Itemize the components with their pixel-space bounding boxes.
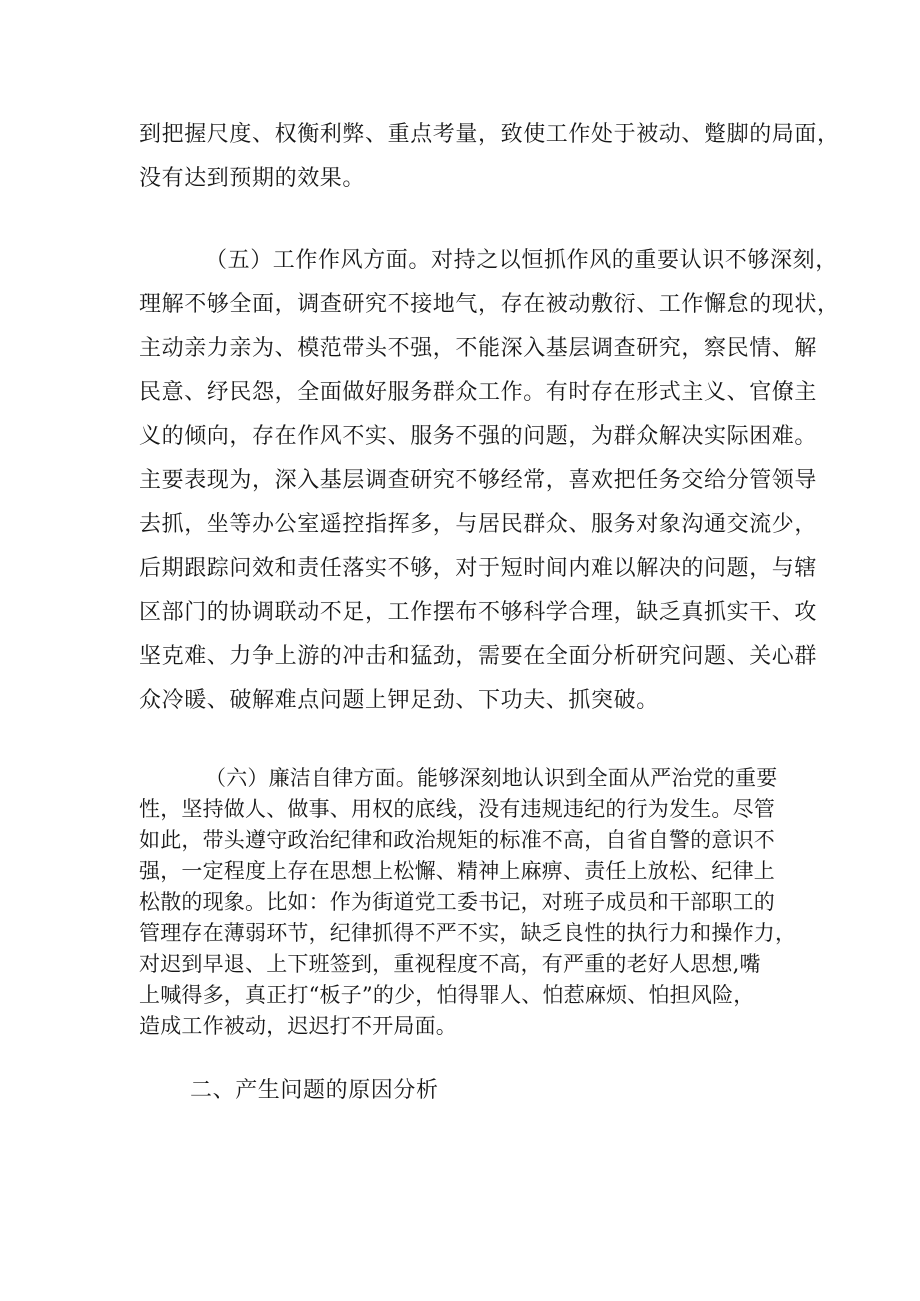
paragraph-line: 民意、纾民怨，全面做好服务群众工作。有时存在形式主义、官僚主 <box>139 380 818 405</box>
paragraph-line: 对迟到早退、上下班签到，重视程度不高，有严重的老好人思想,嘴 <box>139 952 761 976</box>
paragraph-line: 坚克难、力争上游的冲击和猛劲，需要在全面分析研究问题、关心群 <box>139 644 818 669</box>
paragraph-line: 强，一定程度上存在思想上松懈、精神上麻痹、责任上放松、纪律上 <box>139 859 775 883</box>
paragraph-line: 区部门的协调联动不足，工作摆布不够科学合理，缺乏真抓实干、攻 <box>139 600 818 625</box>
paragraph-line: 没有达到预期的效果。 <box>139 166 366 191</box>
paragraph-line: 主要表现为，深入基层调查研究不够经常，喜欢把任务交给分管领导 <box>139 468 818 493</box>
paragraph-line: 性，坚持做人、做事、用权的底线，没有违规违纪的行为发生。尽管 <box>139 797 775 821</box>
section-heading: 二、产生问题的原因分析 <box>190 1078 439 1103</box>
paragraph-line: 主动亲力亲为、模范带头不强，不能深入基层调查研究，察民情、解 <box>139 336 818 361</box>
paragraph-line: 如此，带头遵守政治纪律和政治规矩的标准不高，自省自警的意识不 <box>139 828 775 852</box>
paragraph-line: 造成工作被动，迟迟打不开局面。 <box>139 1014 457 1038</box>
paragraph-line: （五）工作作风方面。对持之以恒抓作风的重要认识不够深刻， <box>205 248 838 273</box>
paragraph-line: 松散的现象。比如：作为街道党工委书记，对班子成员和干部职工的 <box>139 890 775 914</box>
paragraph-line: 义的倾向，存在作风不实、服务不强的问题，为群众解决实际困难。 <box>139 424 818 449</box>
paragraph-line: 管理存在薄弱环节，纪律抓得不严不实，缺乏良性的执行力和操作力， <box>139 921 797 945</box>
paragraph-line: 到把握尺度、权衡利弊、重点考量，致使工作处于被动、蹩脚的局面， <box>139 122 840 147</box>
paragraph-line: 众冷暖、破解难点问题上钾足劲、下功夫、抓突破。 <box>139 688 659 713</box>
paragraph-line: 上喊得多，真正打“板子”的少，怕得罪人、怕惹麻烦、怕担风险， <box>139 983 755 1007</box>
paragraph-line: 后期跟踪问效和责任落实不够，对于短时间内难以解决的问题，与辖 <box>139 556 818 581</box>
paragraph-line: 理解不够全面，调查研究不接地气，存在被动敷衍、工作懈怠的现状， <box>139 292 840 317</box>
paragraph-line: 去抓，坐等办公室遥控指挥多，与居民群众、服务对象沟通交流少， <box>139 512 818 537</box>
paragraph-line: （六）廉洁自律方面。能够深刻地认识到全面从严治党的重要 <box>205 766 778 790</box>
